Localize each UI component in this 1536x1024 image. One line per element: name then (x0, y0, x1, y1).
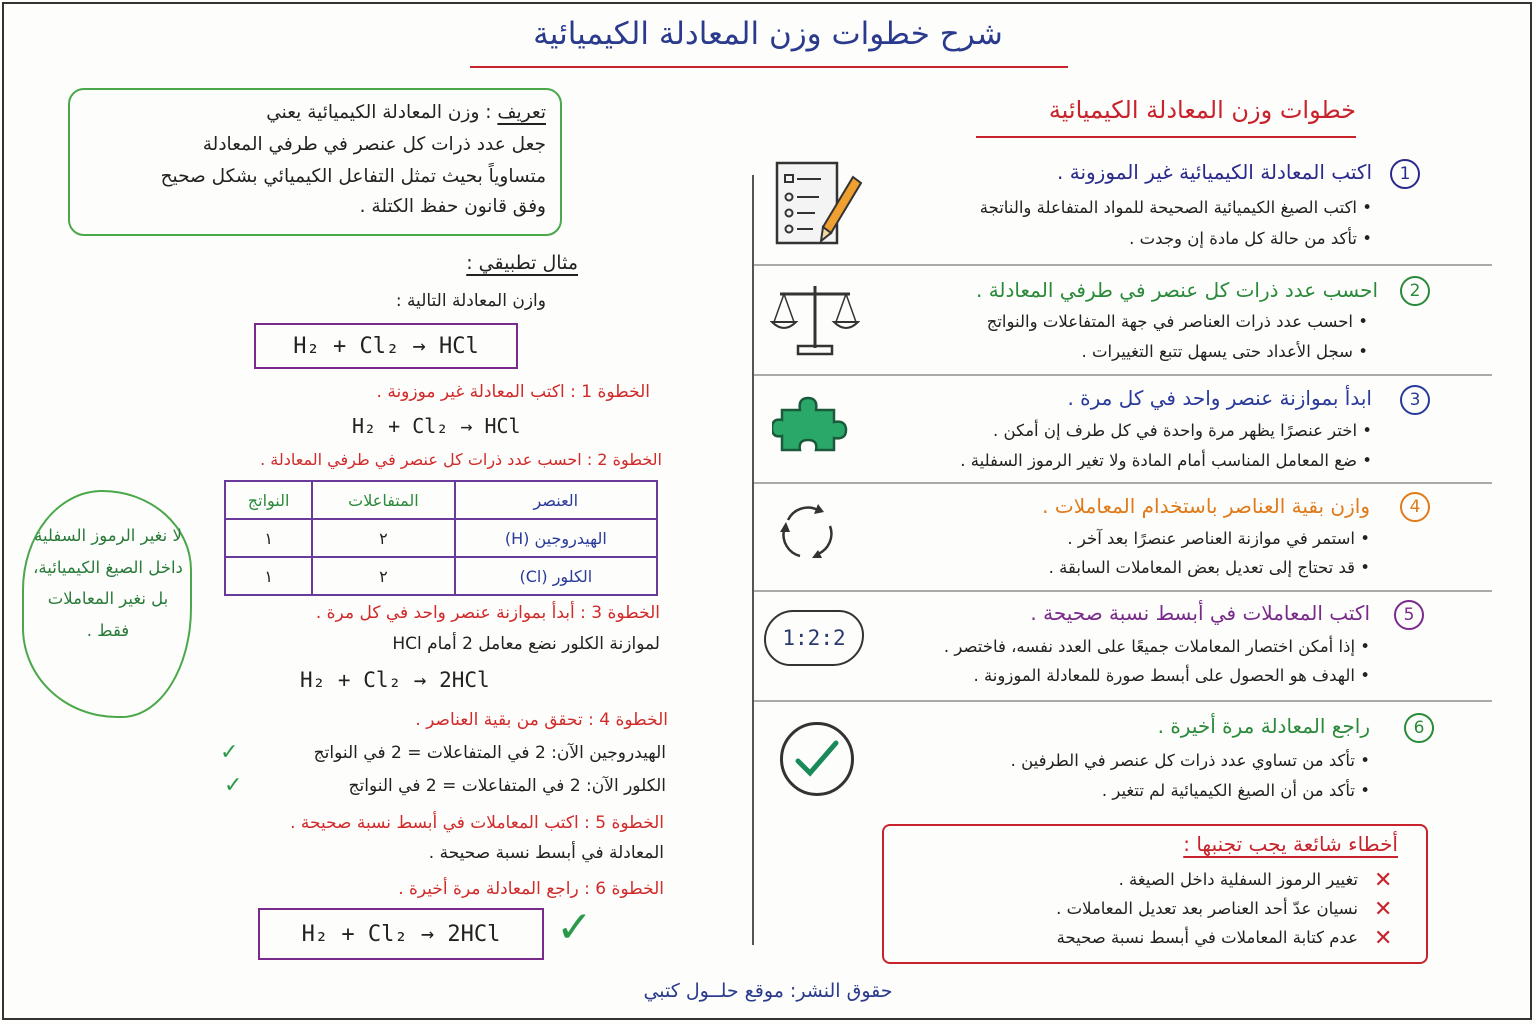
definition-line-1 (266, 102, 546, 123)
step-bullet: • تأكد من تساوي عدد ذرات كل عنصر في الطرفين . (1010, 751, 1370, 770)
step-number: 6 (1404, 713, 1434, 743)
table-cell: الهيدروجين (H) (455, 519, 657, 557)
x-icon: ✕ (1374, 868, 1393, 893)
step-bullet: • سجل الأعداد حتى يسهل تتبع التغييرات . (1081, 342, 1368, 361)
definition-label: تعريف (497, 102, 546, 123)
step-title: ابدأ بموازنة عنصر واحد في كل مرة . (1067, 386, 1372, 410)
step-separator (754, 590, 1492, 592)
step-bullet: • قد تحتاج إلى تعديل بعض المعاملات السابقة . (1048, 558, 1370, 577)
page-title: شرح خطوات وزن المعادلة الكيميائية (533, 16, 1003, 52)
table-header: المتفاعلات (312, 481, 454, 519)
step-number: 1 (1390, 159, 1420, 189)
definition-line-2: جعل عدد ذرات كل عنصر في طرفي المعادلة (202, 134, 546, 155)
title-underline (470, 66, 1068, 68)
step-separator (754, 374, 1492, 376)
check-circle-icon: ✓ (224, 773, 243, 798)
step-number: 2 (1400, 276, 1430, 306)
table-header-row (225, 481, 657, 519)
check-circle-icon: ✓ (220, 740, 239, 765)
checklist-icon (772, 158, 868, 248)
mistakes-heading: أخطاء شائعة يجب تجنبها : (1183, 832, 1398, 856)
checkmark-icon (780, 722, 854, 796)
table-header: النواتج (225, 481, 312, 519)
example-step-1: الخطوة 1 : اكتب المعادلة غير موزونة . (376, 382, 650, 402)
example-step-2: الخطوة 2 : احسب عدد ذرات كل عنصر في طرفي المعادلة . (260, 450, 662, 469)
table-cell: الكلور (Cl) (455, 557, 657, 595)
definition-line-3: متساوياً بحيث تمثل التفاعل الكيميائي بشكل صحيح (160, 166, 546, 187)
mistake-item: نسيان عدّ أحد العناصر بعد تعديل المعاملات . (1056, 899, 1358, 918)
step-3-equation: H₂ + Cl₂ → 2HCl (300, 668, 490, 692)
x-icon: ✕ (1374, 897, 1393, 922)
step-title: راجع المعادلة مرة أخيرة . (1157, 714, 1370, 738)
cloud-note-text: لا نغير الرموز السفلية داخل الصيغ الكيميائية، بل نغير المعاملات فقط . (33, 526, 183, 640)
steps-heading: خطوات وزن المعادلة الكيميائية (1048, 96, 1356, 124)
step-title: احسب عدد ذرات كل عنصر في طرفي المعادلة . (975, 278, 1378, 302)
puzzle-icon (772, 392, 858, 456)
step-bullet: • تأكد من حالة كل مادة إن وجدت . (1129, 229, 1372, 248)
step-separator (754, 700, 1492, 702)
step-bullet: • الهدف هو الحصول على أبسط صورة للمعادلة الموزونة . (973, 666, 1370, 685)
step-number: 3 (1400, 385, 1430, 415)
example-step-3: الخطوة 3 : أبدأ بموازنة عنصر واحد في كل مرة . (315, 603, 660, 623)
check-hydrogen: الهيدروجين الآن: 2 في المتفاعلات = 2 في النواتج (313, 743, 666, 763)
step-number: 5 (1394, 600, 1424, 630)
step-separator (754, 482, 1492, 484)
step-5-note: المعادلة في أبسط نسبة صحيحة . (428, 843, 664, 863)
final-check-icon: ✓ (556, 902, 593, 953)
example-step-4: الخطوة 4 : تحقق من بقية العناصر . (415, 710, 668, 730)
step-1-equation: H₂ + Cl₂ → HCl (352, 414, 521, 438)
final-equation-box: H₂ + Cl₂ → 2HCl (258, 908, 544, 960)
table-cell: ٢ (312, 557, 454, 595)
mistake-item: تغيير الرموز السفلية داخل الصيغة . (1118, 870, 1358, 889)
step-bullet: • اختر عنصرًا يظهر مرة واحدة في كل طرف إن أمكن . (993, 421, 1372, 440)
table-header: العنصر (455, 481, 657, 519)
definition-line-4: وفق قانون حفظ الكتلة . (359, 196, 546, 217)
example-step-5: الخطوة 5 : اكتب المعاملات في أبسط نسبة صحيحة . (290, 813, 664, 833)
step-title: اكتب المعادلة الكيميائية غير الموزونة . (1057, 160, 1372, 184)
table-cell: ١ (225, 557, 312, 595)
step-bullet: • استمر في موازنة العناصر عنصرًا بعد آخر . (1067, 529, 1370, 548)
ratio-icon: 1:2:2 (764, 610, 864, 666)
example-intro: وازن المعادلة التالية : (395, 291, 546, 311)
step-separator (754, 264, 1492, 266)
equation-box: H₂ + Cl₂ → HCl (254, 323, 518, 369)
example-step-6: الخطوة 6 : راجع المعادلة مرة أخيرة . (398, 879, 664, 899)
step-bullet: • إذا أمكن اختصار المعاملات جميعًا على العدد نفسه، فاختصر . (943, 637, 1370, 656)
column-divider (752, 175, 754, 945)
cycle-icon (774, 500, 840, 564)
step-bullet: • ضع المعامل المناسب أمام المادة ولا تغير الرموز السفلية . (960, 451, 1372, 470)
step-3-note: لموازنة الكلور نضع معامل 2 أمام HCl (392, 634, 660, 654)
copyright-footer: حقوق النشر: موقع حلــول كتبي (643, 980, 893, 1002)
table-cell: ٢ (312, 519, 454, 557)
step-number: 4 (1400, 492, 1430, 522)
step-bullet: • تأكد من أن الصيغ الكيميائية لم تتغير . (1101, 781, 1370, 800)
mistake-item: عدم كتابة المعاملات في أبسط نسبة صحيحة (1056, 928, 1358, 947)
atom-count-table (224, 480, 658, 596)
scale-icon (770, 280, 860, 360)
step-title: اكتب المعاملات في أبسط نسبة صحيحة . (1030, 601, 1370, 625)
check-chlorine: الكلور الآن: 2 في المتفاعلات = 2 في النواتج (348, 776, 666, 796)
example-heading: مثال تطبيقي : (466, 252, 578, 274)
x-icon: ✕ (1374, 926, 1393, 951)
steps-heading-underline (976, 136, 1356, 138)
step-bullet: • اكتب الصيغ الكيميائية الصحيحة للمواد المتفاعلة والناتجة (979, 198, 1372, 217)
table-row (225, 519, 657, 557)
table-row (225, 557, 657, 595)
step-title: وازن بقية العناصر باستخدام المعاملات . (1042, 494, 1370, 518)
definition-text-1: : وزن المعادلة الكيميائية يعني (266, 102, 492, 123)
table-cell: ١ (225, 519, 312, 557)
step-bullet: • احسب عدد ذرات العناصر في جهة المتفاعلات والنواتج (986, 312, 1368, 331)
